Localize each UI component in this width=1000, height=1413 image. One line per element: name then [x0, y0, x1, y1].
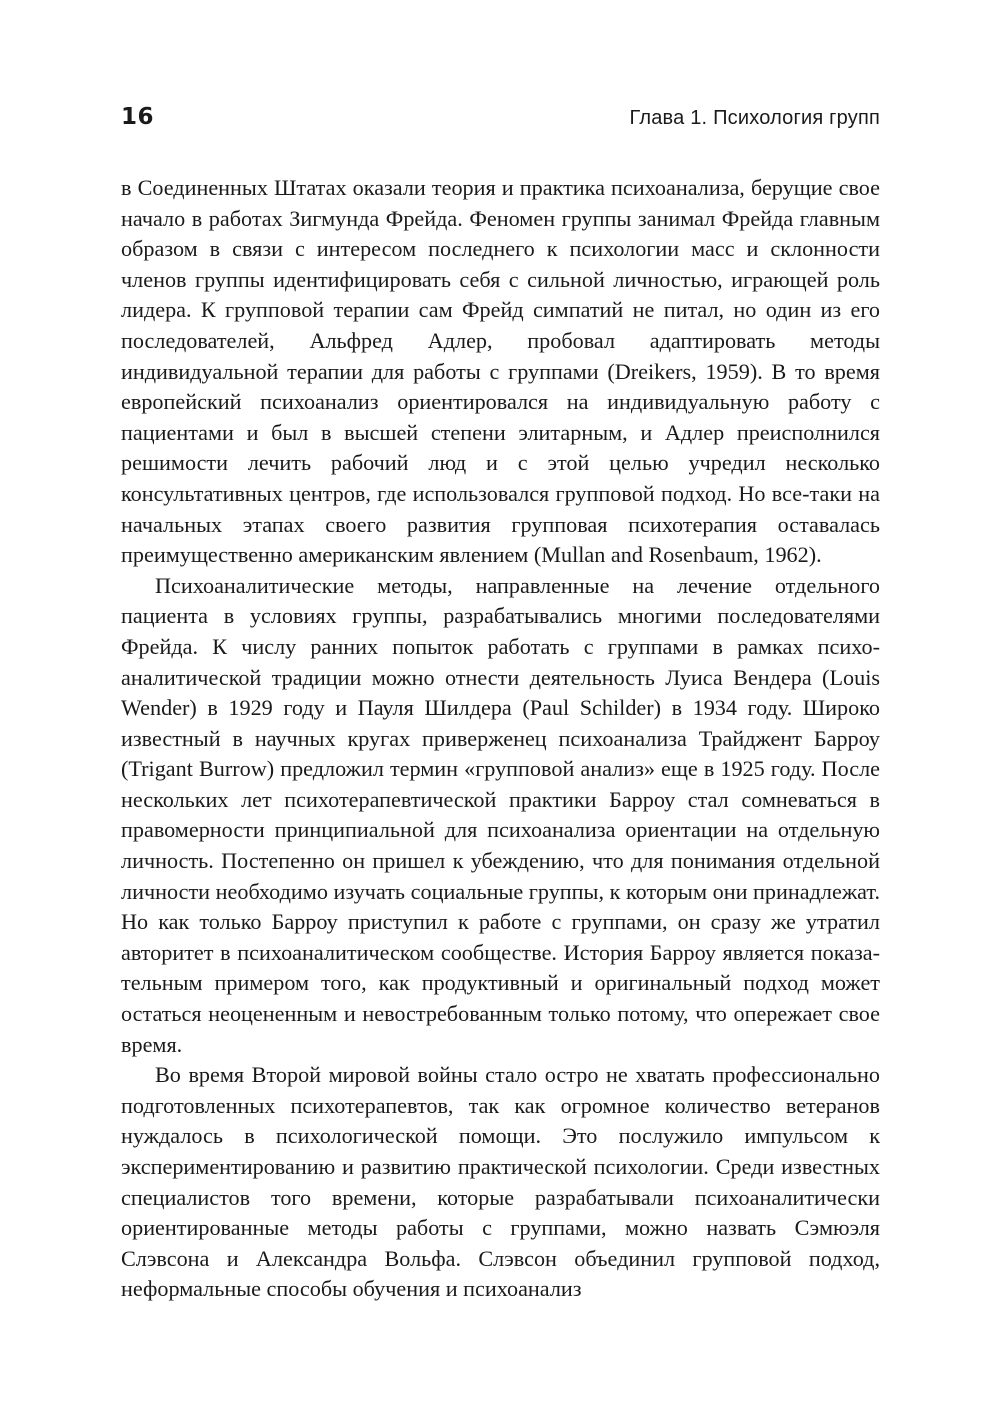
- paragraph-3: Во время Второй мировой войны стало остро не хватать профессионально подготовленных психотерапевтов, так как огромное количество ветеранов нуждалось в психологической помощи. Это послужило импульсом к экспериментированию и развитию практической психологии. Среди известных специалистов того времени, которые разрабатывали психоаналитически ориентированные методы работы с группами, можно назвать Сэмюэля Слэвсона и Александра Вольфа. Слэвсон объединил групповой подход, неформальные способы обучения и психоанализ: [121, 1062, 880, 1302]
- book-page: [121, 104, 880, 1305]
- paragraph-1: в Соединенных Штатах оказали теория и практика психоанализа, берущие свое начало в работах Зигмунда Фрейда. Феномен группы занимал Фрейда главным образом в связи с интересом последнего к психологии масс и склонности членов группы идентифицировать себя с сильной личностью, играющей роль лидера. К групповой терапии сам Фрейд симпатий не питал, но один из его последователей, Альфред Адлер, пробовал адаптировать методы индивидуальной терапии для работы с группами (Dreikers, 1959). В то время европейский психоанализ ориентировался на индивидуальную работу с пациентами и был в высшей степени элитарным, и Адлер преисполнился решимости лечить рабочий люд и с этой целью учредил несколько консультативных центров, где использовался групповой подход. Но все-таки на начальных этапах своего развития групповая психотерапия оставалась преимущественно американским явлением (Mullan and Rosenbaum, 1962).: [121, 175, 880, 568]
- body-text: [121, 173, 880, 1305]
- page-header: [121, 104, 880, 140]
- paragraph-2: Психоаналитические методы, направленные на лечение отдельного пациента в условиях группы, разрабатывались многими последователями Фрейда. К числу ранних попыток работать с группами в рамках психоаналитической традиции можно отнести деятельность Луиса Вендера (Louis Wender) в 1929 году и Пауля Шилдера (Paul Schilder) в 1934 году. Широко известный в научных кругах приверженец психоанализа Трайджент Барроу (Trigant Burrow) предложил термин «групповой анализ» еще в 1925 году. После нескольких лет психотерапевтической практики Барроу стал сомневаться в правомерности принципиальной для психоанализа ориентации на отдельную личность. Постепенно он пришел к убеждению, что для понимания отдельной личности необходимо изучать социальные группы, к которым они принадлежат. Но как только Барроу приступил к работе с группами, он сразу же утратил авторитет в психоаналитическом сообществе. История Барроу является показательным примером того, как продуктивный и оригинальный подход может остаться неоцененным и невостребованным только потому, что опережает свое время.: [121, 572, 880, 1057]
- page-number: 16: [121, 104, 155, 130]
- chapter-title: Глава 1. Психология групп: [629, 107, 880, 129]
